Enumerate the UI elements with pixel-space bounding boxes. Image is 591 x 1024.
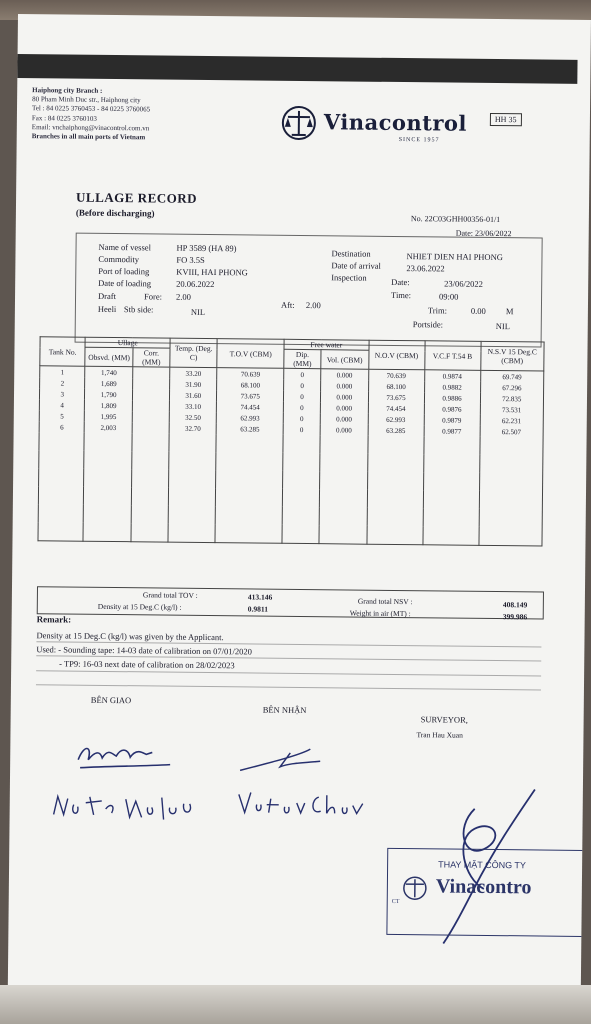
cell-tank: 4 xyxy=(39,399,85,410)
date-loading-value: 20.06.2022 xyxy=(176,278,215,290)
cell-temp: 31.90 xyxy=(170,379,218,390)
remark-rule xyxy=(36,684,541,690)
heel-label: Heeli xyxy=(97,303,117,315)
cell-vcf: 0.9877 xyxy=(424,425,480,437)
fore-label: Fore: xyxy=(143,291,163,302)
record-title: ULLAGE RECORD xyxy=(76,189,198,206)
cell-dip: 0 xyxy=(283,402,320,413)
cell-obsvd: 1,689 xyxy=(85,378,133,389)
cell-nsv: 67.296 xyxy=(480,382,544,394)
cell-nsv: 72.835 xyxy=(480,393,544,405)
header-bar xyxy=(17,54,577,84)
branch-tel: Tel : 84 0225 3760453 - 84 0225 3760065 xyxy=(31,104,151,114)
col-tank: Tank No. xyxy=(40,337,86,366)
insp-date-value: 23/06/2022 xyxy=(444,278,483,289)
cell-nov: 68.100 xyxy=(368,381,424,393)
cell-tov: 74.454 xyxy=(217,401,284,413)
vessel-label: Name of vessel xyxy=(98,241,152,253)
cell-tank: 1 xyxy=(40,366,86,378)
cell-tov: 73.675 xyxy=(217,390,284,402)
cell-corr xyxy=(133,378,170,389)
cell-vcf: 0.9886 xyxy=(424,392,480,404)
cell-dip: 0 xyxy=(284,368,321,380)
commodity-value: FO 3.5S xyxy=(176,254,205,265)
cell-tov: 68.100 xyxy=(217,379,284,391)
branch-info xyxy=(32,86,233,143)
col-corr: Corr. (MM) xyxy=(133,348,170,367)
remark-line-3: - TP9: 16-03 next date of calibration on 28/02/2023 xyxy=(59,658,235,671)
branch-email: Email: vnchaiphong@vinacontrol.com.vn xyxy=(31,122,150,133)
cell-tank: 5 xyxy=(39,410,85,421)
col-nov: N.O.V (CBM) xyxy=(368,340,424,370)
form-code: HH 35 xyxy=(490,113,522,126)
col-obsvd: Obsvd. (MM) xyxy=(85,347,133,366)
signature-ben-giao-name xyxy=(50,784,210,826)
record-subtitle: (Before discharging) xyxy=(75,207,155,219)
document-page xyxy=(8,14,591,1005)
record-number: No. 22C03GHH00356-01/1 xyxy=(410,214,501,225)
logo-text: Vinacontrol xyxy=(323,109,468,136)
cell-temp: 33.20 xyxy=(170,367,218,379)
grand-tov-value: 413.146 xyxy=(247,592,273,602)
cell-vcf: 0.9882 xyxy=(424,381,480,393)
cell-temp: 32.50 xyxy=(169,412,217,423)
stamp-line-1: THAY MẶT CÔNG TY xyxy=(438,859,527,871)
col-vcf: V.C.F T.54 B xyxy=(424,341,480,371)
cell-nsv: 62.507 xyxy=(480,426,544,438)
destination-value: NHIET DIEN HAI PHONG xyxy=(406,251,503,263)
cell-nov: 62.993 xyxy=(368,414,424,426)
cell-obsvd: 1,790 xyxy=(85,389,133,400)
date-loading-label: Date of loading xyxy=(98,277,152,289)
cell-vol: 0.000 xyxy=(320,424,368,435)
signature-ben-giao xyxy=(70,730,180,776)
commodity-label: Commodity xyxy=(98,253,140,265)
inspection-label: Inspection xyxy=(331,272,367,283)
branch-address: 80 Pham Minh Duc str., Haiphong city xyxy=(32,95,141,105)
record-date: Date: 23/06/2022 xyxy=(455,228,512,239)
cell-obsvd: 2,003 xyxy=(85,422,133,433)
cell-obsvd: 1,740 xyxy=(85,366,133,378)
remark-heading: Remark: xyxy=(36,614,72,625)
stb-value: NIL xyxy=(190,306,206,317)
col-nsv: N.S.V 15 Deg.C (CBM) xyxy=(480,341,544,371)
col-vol: Vol. (CBM) xyxy=(321,350,369,369)
cell-nsv: 62.231 xyxy=(480,415,544,427)
insp-date-label: Date: xyxy=(391,276,410,288)
ben-giao-label: BÊN GIAO xyxy=(90,694,132,706)
cell-corr xyxy=(133,367,170,379)
trim-unit: M xyxy=(505,306,514,317)
cell-vol: 0.000 xyxy=(321,369,369,381)
cell-obsvd: 1,809 xyxy=(85,400,133,411)
port-label: Port of loading xyxy=(98,265,150,277)
cell-temp: 31.60 xyxy=(169,390,217,401)
cell-tank: 2 xyxy=(40,377,86,388)
vessel-value: HP 3589 (HA 89) xyxy=(176,242,237,254)
portside-value: NIL xyxy=(495,321,510,332)
cell-corr xyxy=(132,422,169,433)
paper-stack-edge xyxy=(0,985,591,1024)
cell-tank: 3 xyxy=(39,388,85,399)
ullage-table xyxy=(37,336,544,546)
cell-corr xyxy=(132,411,169,422)
cell-dip: 0 xyxy=(284,391,321,402)
time-value: 09:00 xyxy=(439,291,459,302)
cell-nov: 73.675 xyxy=(368,392,424,404)
cell-vol: 0.000 xyxy=(320,413,368,424)
cell-vol: 0.000 xyxy=(320,391,368,402)
cell-temp: 33.10 xyxy=(169,401,217,412)
cell-nsv: 69.749 xyxy=(480,370,544,382)
surveyor-label: SURVEYOR, xyxy=(420,714,468,725)
col-tov: T.O.V (CBM) xyxy=(217,339,284,369)
remark-line-2: Used: - Sounding tape: 14-03 date of calibration on 07/01/2020 xyxy=(36,644,252,657)
cell-vcf: 0.9879 xyxy=(424,414,480,426)
cell-tank: 6 xyxy=(39,421,85,432)
cell-vol: 0.000 xyxy=(321,380,369,391)
cell-vcf: 0.9874 xyxy=(424,370,480,382)
draft-label: Draft xyxy=(98,290,117,302)
remark-rule xyxy=(36,670,541,676)
branch-fax: Fax : 84 0225 3760103 xyxy=(31,113,97,123)
cell-dip: 0 xyxy=(284,380,321,391)
cell-nov: 74.454 xyxy=(368,403,424,415)
aft-value: 2.00 xyxy=(305,300,321,311)
cell-dip: 0 xyxy=(283,413,320,424)
branch-title: Haiphong city Branch : xyxy=(32,86,103,95)
arrival-value: 23.06.2022 xyxy=(406,263,445,274)
aft-label: Aft: xyxy=(280,299,295,310)
cell-corr xyxy=(132,389,169,400)
table-row-empty xyxy=(38,522,542,546)
col-ullage: Ullage xyxy=(85,337,170,348)
cell-vcf: 0.9876 xyxy=(424,403,480,415)
arrival-label: Date of arrival xyxy=(331,260,381,271)
vinacontrol-logo xyxy=(279,105,490,157)
port-value: KVIII, HAI PHONG xyxy=(176,266,248,278)
cell-obsvd: 1,995 xyxy=(85,411,133,422)
cell-tov: 62.993 xyxy=(217,412,284,424)
scales-icon xyxy=(279,105,319,141)
col-temp: Temp. (Deg. C) xyxy=(170,338,218,367)
grand-nsv-label: Grand total NSV : xyxy=(357,596,413,607)
trim-label: Trim: xyxy=(427,305,448,316)
cell-nov: 70.639 xyxy=(368,369,424,381)
signature-ben-nhan-name xyxy=(235,784,375,821)
ben-nhan-label: BÊN NHẬN xyxy=(262,704,307,716)
cell-nsv: 73.531 xyxy=(480,404,544,416)
signature-ben-nhan xyxy=(230,736,350,777)
weight-value: 399.986 xyxy=(502,612,528,622)
grand-tov-label: Grand total TOV : xyxy=(142,590,198,600)
col-free-water: Free water xyxy=(284,339,369,350)
stamp-line-2: Vinacontro xyxy=(435,875,532,899)
destination-label: Destination xyxy=(331,248,371,259)
cell-tov: 63.285 xyxy=(217,423,284,435)
remark-line-1: Density at 15 Deg.C (kg/l) was given by the Applicant. xyxy=(36,630,224,643)
trim-value: 0.00 xyxy=(470,305,486,316)
cell-corr xyxy=(132,400,169,411)
stamp-scales-icon xyxy=(398,875,432,901)
table-body xyxy=(38,366,544,546)
company-stamp xyxy=(386,848,589,937)
stb-label: Stb side: xyxy=(123,304,154,315)
density-label: Density at 15 Deg.C (kg/l) : xyxy=(97,601,182,612)
portside-label: Portside: xyxy=(412,319,444,330)
branch-ports: Branches in all main ports of Vietnam xyxy=(31,132,146,142)
density-value: 0.9811 xyxy=(247,604,269,614)
weight-label: Weight in air (MT) : xyxy=(349,608,411,619)
cell-vol: 0.000 xyxy=(320,402,368,413)
time-label: Time: xyxy=(391,289,412,301)
cell-dip: 0 xyxy=(283,424,320,435)
grand-nsv-value: 408.149 xyxy=(502,600,528,610)
logo-since: SINCE 1957 xyxy=(398,136,440,144)
cell-tov: 70.639 xyxy=(217,368,284,380)
surveyor-name: Tran Hau Xuan xyxy=(416,730,463,740)
stamp-prefix: CT xyxy=(391,898,400,906)
col-dip: Dip. (MM) xyxy=(284,349,321,368)
fore-value: 2.00 xyxy=(175,291,191,302)
cell-temp: 32.70 xyxy=(169,423,217,434)
vessel-info-box xyxy=(75,233,543,348)
cell-nov: 63.285 xyxy=(368,425,424,437)
